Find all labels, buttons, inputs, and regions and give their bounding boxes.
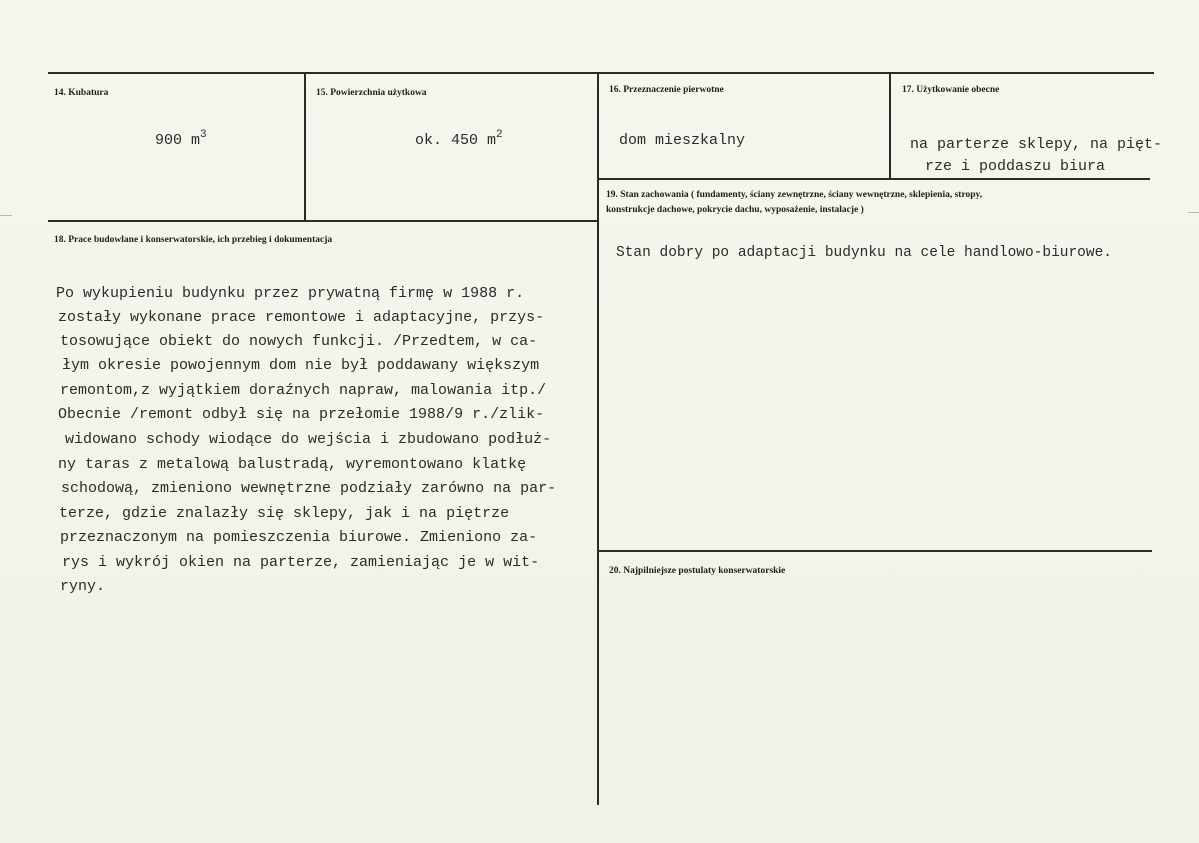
field-18-line: rys i wykrój okien na parterze, zamieniając je w wit- [62,554,540,571]
field-18-line: ryny. [60,578,106,595]
field-18-line: zostały wykonane prace remontowe i adaptacyjne, przys- [58,309,545,326]
field-15-superscript: 2 [496,129,503,141]
field-18-line: Po wykupieniu budynku przez prywatną firmę w 1988 r. [56,285,525,302]
edge-tick-left [0,215,12,216]
field-14-label: 14. Kubatura [54,88,109,98]
rule-below-14-15 [48,220,598,222]
field-18-label: 18. Prace budowlane i konserwatorskie, ich przebieg i dokumentacja [54,235,333,245]
field-18-line: schodową, zmieniono wewnętrzne podziały zarówno na par- [61,480,557,497]
field-18-line: widowano schody wiodące do wejścia i zbudowano podłuż- [65,431,552,448]
field-18-line: tosowujące obiekt do nowych funkcji. /Przedtem, w ca- [60,333,538,350]
field-14-number: 900 m [155,132,201,149]
edge-tick-right [1188,212,1199,213]
top-rule [48,72,1154,74]
field-14-value [155,129,207,149]
rule-above-20 [598,550,1152,552]
field-17-line-1: na parterze sklepy, na pięt- [910,136,1163,153]
divider-main [597,72,599,805]
field-17-line-2: rze i poddaszu biura [925,158,1106,175]
divider-14-15 [304,72,306,222]
field-20-label: 20. Najpilniejsze postulaty konserwatorskie [609,566,786,576]
field-16-value: dom mieszkalny [619,132,746,149]
field-19-label-line-1: 19. Stan zachowania ( fundamenty, ściany zewnętrzne, ściany wewnętrzne, sklepienia, stropy, [606,190,983,200]
field-19-value: Stan dobry po adaptacji budynku na cele handlowo-biurowe. [616,245,1112,261]
field-18-line: remontom,z wyjątkiem doraźnych napraw, malowania itp./ [60,382,547,399]
field-15-number: ok. 450 m [415,132,497,149]
field-18-line: terze, gdzie znalazły się sklepy, jak i na piętrze [59,505,510,522]
field-14-superscript: 3 [200,129,207,141]
field-17-label: 17. Użytkowanie obecne [902,85,1000,95]
field-15-label: 15. Powierzchnia użytkowa [316,88,427,98]
field-18-line: Obecnie /remont odbył się na przełomie 1988/9 r./zlik- [58,406,545,423]
divider-16-17 [889,72,891,180]
field-19-label-line-2: konstrukcje dachowe, pokrycie dachu, wyposażenie, instalacje ) [606,205,864,215]
field-18-line: łym okresie powojennym dom nie był poddawany większym [62,357,540,374]
field-18-line: przeznaczonym na pomieszczenia biurowe. Zmieniono za- [60,529,538,546]
rule-below-17 [598,178,1150,180]
field-16-label: 16. Przeznaczenie pierwotne [609,85,724,95]
field-15-value [415,129,503,149]
field-18-line: ny taras z metalową balustradą, wyremontowano klatkę [58,456,527,473]
